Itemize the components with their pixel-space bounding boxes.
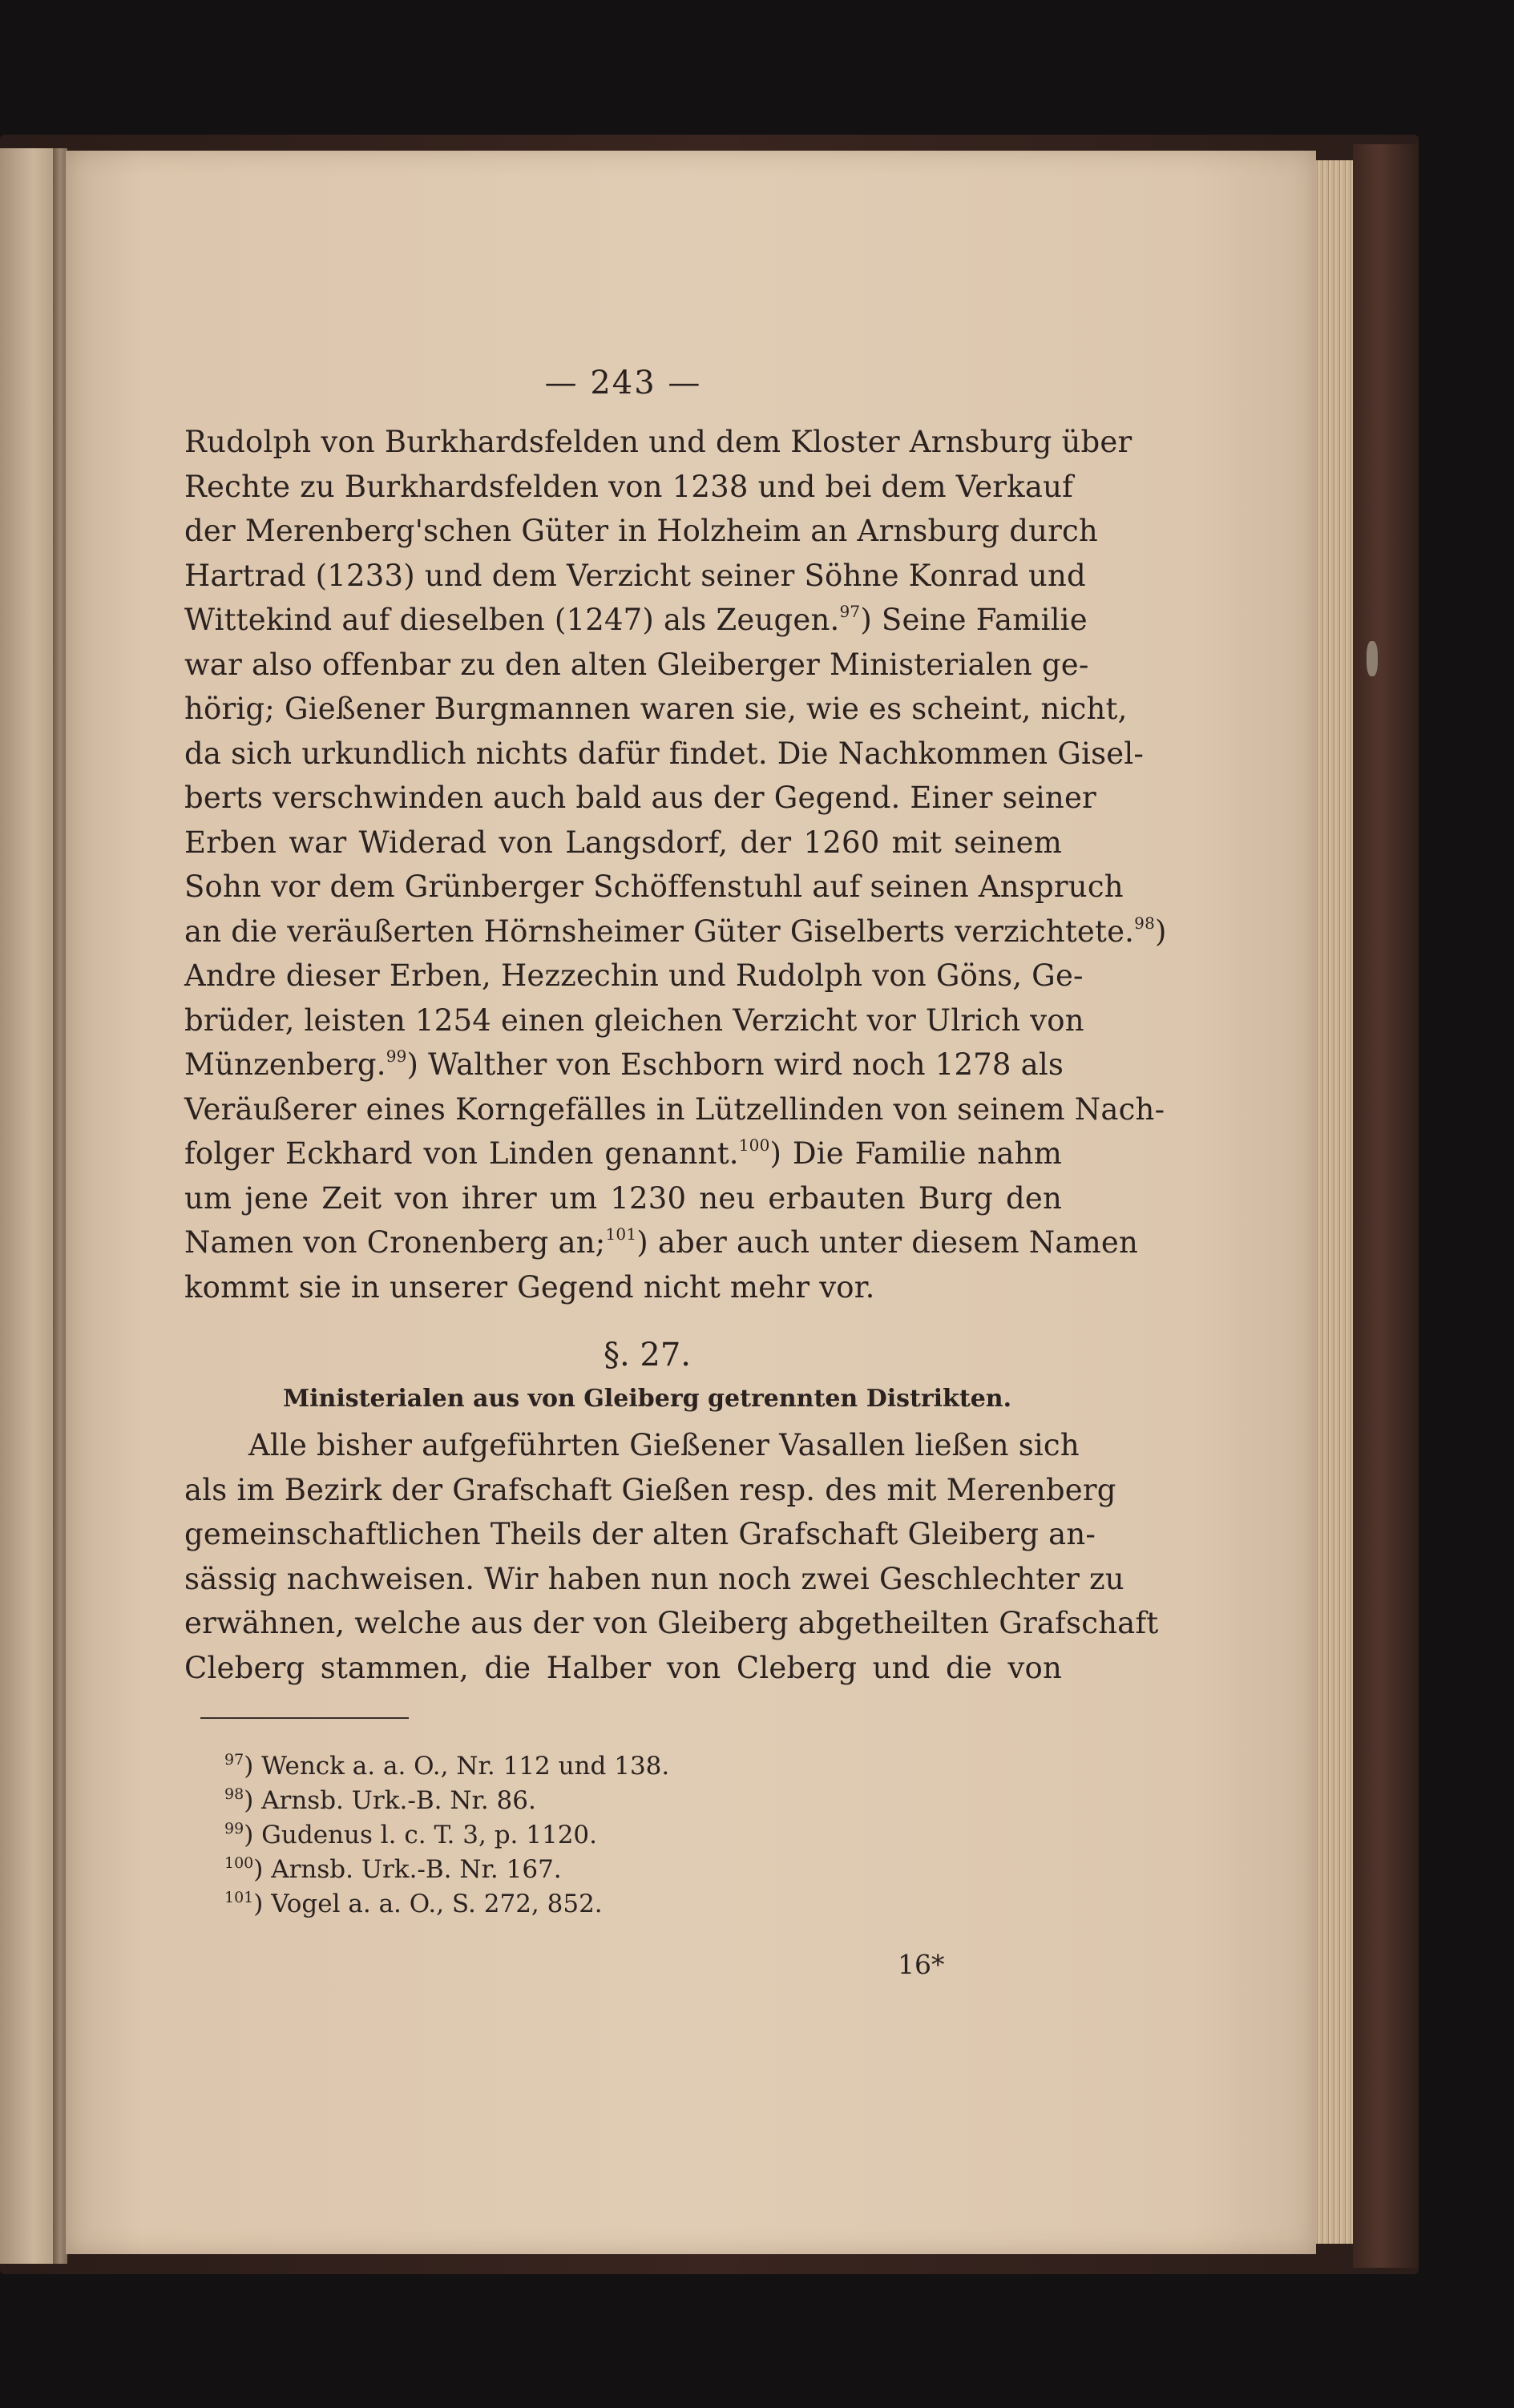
text-line: um jene Zeit von ihrer um 1230 neu erbauten Burg den — [184, 1180, 1062, 1216]
left-page-edge — [0, 148, 56, 2264]
text-line: gemeinschaftlichen Theils der alten Grafschaft Gleiberg an- — [184, 1517, 1096, 1551]
footnotes — [184, 1743, 1062, 1918]
text-line: Erben war Widerad von Langsdorf, der 1260 mit seinem — [184, 825, 1062, 860]
text-line: Rudolph von Burkhardsfelden und dem Kloster Arnsburg über — [184, 425, 1132, 459]
footnote: $^{100}$) Arnsb. Urk.-B. Nr. 167. — [224, 1854, 562, 1884]
text-line: Veräußerer eines Korngefälles in Lützellinden von seinem Nach- — [184, 1091, 1165, 1127]
footnote-ref: 97 — [839, 602, 861, 621]
text-line: der Merenberg'schen Güter in Holzheim an Arnsburg durch — [184, 514, 1098, 548]
text-line: Alle bisher aufgeführten Gießener Vasallen ließen sich — [248, 1428, 1080, 1462]
text-line: Andre dieser Erben, Hezzechin und Rudolph von Göns, Ge- — [184, 958, 1084, 993]
page-number-header: — 243 — — [544, 365, 702, 401]
text-line: Cleberg stammen, die Halber von Cleberg und die von — [184, 1650, 1062, 1685]
paragraph-section — [184, 1423, 1159, 1690]
text-block — [184, 359, 1167, 1918]
text-line: folger Eckhard von Linden genannt.$^{100}$) Die Familie nahm — [184, 1135, 1062, 1171]
text-line: Rechte zu Burkhardsfelden von 1238 und bei dem Verkauf — [184, 469, 1074, 504]
footnote: $^{101}$) Vogel a. a. O., S. 272, 852. — [224, 1889, 603, 1918]
text-line: kommt sie in unserer Gegend nicht mehr vor. — [184, 1269, 875, 1305]
text-line: an die veräußerten Hörnsheimer Güter Giselberts verzichtete.$^{98}$) — [184, 913, 1167, 949]
footnote-ref: 98 — [1134, 913, 1156, 933]
text-line: Münzenberg.$^{99}$) Walther von Eschborn wird noch 1278 als — [184, 1047, 1064, 1082]
footnote: $^{98}$) Arnsb. Urk.-B. Nr. 86. — [224, 1785, 536, 1815]
text-line: Namen von Cronenberg an;$^{101}$) aber auch unter diesem Namen — [184, 1224, 1139, 1260]
text-line: berts verschwinden auch bald aus der Gegend. Einer seiner — [184, 780, 1096, 815]
paragraph-main — [184, 420, 1167, 1309]
text-line: sässig nachweisen. Wir haben nun noch zwei Geschlechter zu — [184, 1561, 1124, 1596]
section-title: Ministerialen aus von Gleiberg getrennten Distrikten. — [282, 1385, 1012, 1413]
footnote-ref: 101 — [605, 1224, 637, 1244]
text-line: war also offenbar zu den alten Gleiberger Ministerialen ge- — [184, 647, 1089, 682]
text-line: als im Bezirk der Grafschaft Gießen resp. des mit Merenberg — [184, 1472, 1116, 1507]
text-line: Wittekind auf dieselben (1247) als Zeugen.$^{97}$) Seine Familie — [184, 602, 1088, 637]
printer-signature: 16* — [898, 1949, 945, 1980]
binding-mark — [1367, 641, 1378, 676]
section-number: §. 27. — [603, 1337, 692, 1373]
text-line: Hartrad (1233) und dem Verzicht seiner Söhne Konrad und — [184, 558, 1086, 593]
footnote-divider — [200, 1717, 409, 1719]
footnote: $^{99}$) Gudenus l. c. T. 3, p. 1120. — [224, 1820, 597, 1849]
footnote-ref: 100 — [738, 1135, 770, 1155]
text-line: erwähnen, welche aus der von Gleiberg abgetheilten Grafschaft — [184, 1606, 1159, 1640]
text-line: brüder, leisten 1254 einen gleichen Verzicht vor Ulrich von — [184, 1002, 1084, 1038]
text-line: da sich urkundlich nichts dafür findet. Die Nachkommen Gisel- — [184, 736, 1145, 771]
text-line: hörig; Gießener Burgmannen waren sie, wie es scheint, nicht, — [184, 692, 1128, 726]
text-line: Sohn vor dem Grünberger Schöffenstuhl auf seinen Anspruch — [184, 869, 1124, 904]
footnote: $^{97}$) Wenck a. a. O., Nr. 112 und 138. — [224, 1751, 670, 1781]
page-edges — [1314, 160, 1353, 2244]
footnote-ref: 99 — [386, 1047, 407, 1066]
book-spine — [1353, 144, 1419, 2268]
